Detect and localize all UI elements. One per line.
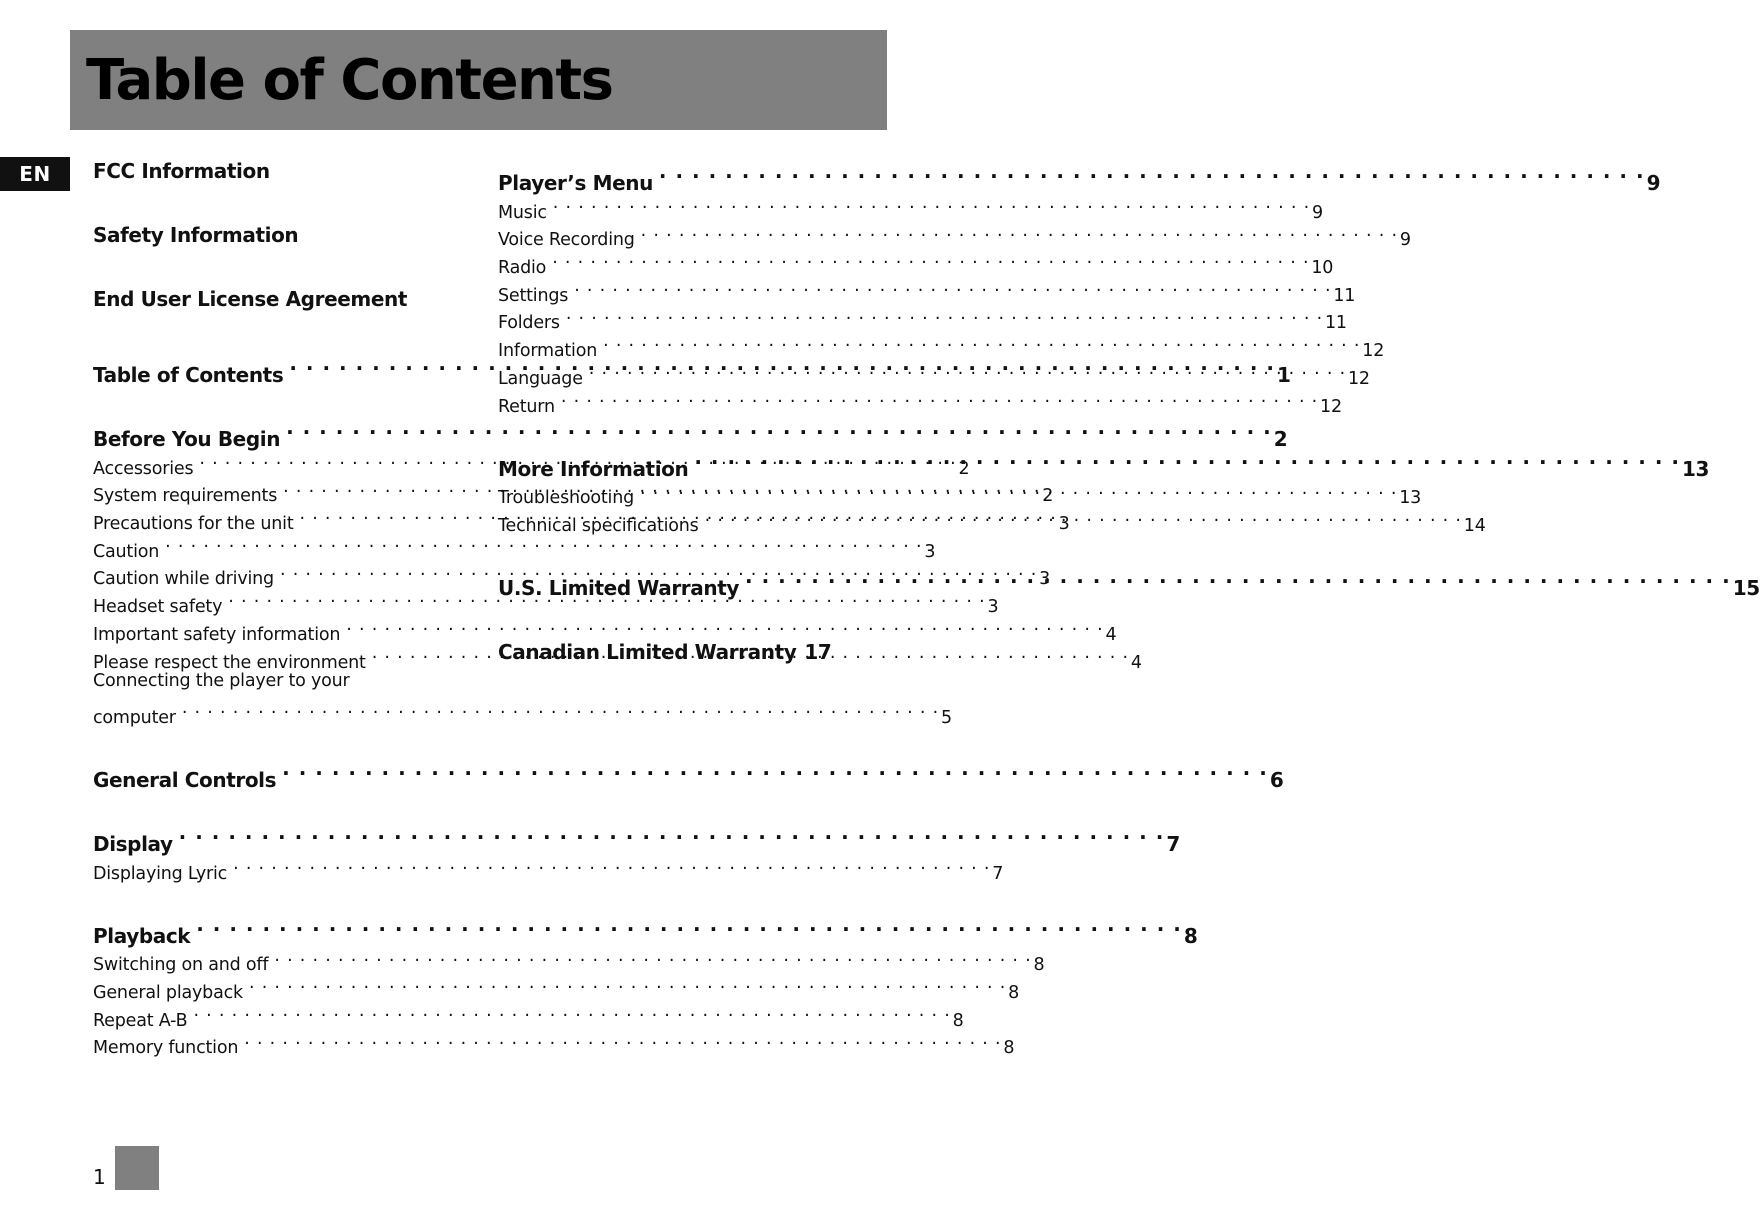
dot-leader <box>179 814 1165 851</box>
dot-leader <box>282 750 1268 787</box>
page-number: 1 <box>93 1165 106 1189</box>
toc-heading-label: Before You Begin <box>93 427 281 451</box>
toc-heading-page: 1 <box>1277 363 1291 387</box>
toc-entry-page: 8 <box>1003 1038 1015 1059</box>
dot-leader <box>182 695 939 723</box>
toc-heading-label: Table of Contents <box>93 363 284 387</box>
dot-leader <box>274 943 1031 971</box>
dot-leader <box>561 384 1318 412</box>
dot-leader <box>193 998 950 1026</box>
toc-heading[interactable] <box>498 439 1710 481</box>
toc-entry-page: 11 <box>1333 285 1356 306</box>
toc-entry-label: Displaying Lyric <box>93 863 228 884</box>
dot-leader <box>641 218 1398 246</box>
toc-entry-label: Headset safety <box>93 597 223 618</box>
toc-entry-page: 9 <box>1399 230 1411 251</box>
toc-entry-page: 3 <box>1058 514 1070 535</box>
toc-heading-page: 6 <box>1269 767 1284 792</box>
toc-heading-label: Canadian Limited Warranty <box>498 639 797 664</box>
toc-entry-continued[interactable] <box>93 695 952 728</box>
toc-entry-label: Repeat A-B <box>93 1010 188 1031</box>
toc-section <box>498 439 1710 536</box>
page-title: Table of Contents <box>86 48 613 113</box>
toc-entry-label: Radio <box>498 258 547 279</box>
toc-entry-page: 14 <box>1463 515 1486 536</box>
toc-entry-page: 12 <box>1347 368 1370 389</box>
toc-heading-page: 7 <box>1166 831 1180 856</box>
toc-entry-continued-page: 5 <box>940 707 952 728</box>
toc-heading-page: 9 <box>1646 171 1661 195</box>
page-number-block <box>115 1146 159 1190</box>
dot-leader <box>233 851 990 879</box>
toc-entry-label: Caution while driving <box>93 569 274 590</box>
toc-entry-page: 11 <box>1324 313 1347 334</box>
toc-entry-label: System requirements <box>93 486 278 507</box>
toc-entry-page: 2 <box>958 458 970 479</box>
toc-heading-page: 17 <box>804 639 832 664</box>
toc-entry[interactable] <box>498 218 1411 251</box>
toc-heading-label: Display <box>93 831 173 856</box>
toc-entry[interactable] <box>93 668 423 696</box>
dot-leader <box>552 245 1309 273</box>
toc-heading-page: 8 <box>1183 923 1198 948</box>
toc-entry-label: Return <box>498 396 555 417</box>
toc-section <box>93 750 1284 792</box>
toc-entry-label: Caution <box>93 541 160 562</box>
toc-heading-label: U.S. Limited Warranty <box>498 575 740 600</box>
toc-entry-page: 3 <box>924 541 936 562</box>
toc-heading-label: Playback <box>93 923 191 948</box>
toc-section <box>498 558 1760 600</box>
dot-leader <box>574 273 1331 301</box>
toc-entry-page: 2 <box>1042 486 1054 507</box>
toc-heading[interactable] <box>498 622 832 664</box>
dot-leader <box>705 503 1462 531</box>
toc-section <box>93 217 423 254</box>
toc-entry-label: Accessories <box>93 458 194 479</box>
dot-leader <box>196 906 1182 943</box>
toc-entry-label: Switching on and off <box>93 955 269 976</box>
toc-entry-page: 12 <box>1362 341 1385 362</box>
toc-entry-label: Music <box>498 202 547 223</box>
toc-entry-page: 10 <box>1311 258 1334 279</box>
toc-heading[interactable] <box>93 153 423 190</box>
toc-section <box>498 622 832 664</box>
toc-heading-label: FCC Information <box>93 159 270 183</box>
toc-entry-label: Important safety information <box>93 624 341 645</box>
toc-section <box>93 281 423 318</box>
toc-entry-label: Settings <box>498 285 569 306</box>
toc-entry-page: 3 <box>987 597 999 618</box>
toc-heading-label: Player’s Menu <box>498 171 653 195</box>
toc-section <box>93 814 1180 884</box>
toc-heading-page: 13 <box>1682 456 1710 481</box>
toc-entry-label: Voice Recording <box>498 230 635 251</box>
toc-entry-page: 4 <box>1130 652 1142 673</box>
toc-entry-label: Please respect the environment <box>93 652 366 673</box>
toc-entry-continued-label: computer <box>93 707 176 728</box>
toc-heading[interactable] <box>93 409 1288 451</box>
toc-section <box>93 153 423 190</box>
toc-entry-page: 8 <box>1033 955 1045 976</box>
toc-entry-page: 12 <box>1320 396 1342 417</box>
toc-heading[interactable] <box>93 814 1180 856</box>
toc-entry-label: General playback <box>93 982 243 1003</box>
toc-heading-label: Safety Information <box>93 223 299 247</box>
toc-section <box>93 906 1198 1059</box>
toc-entry-page: 4 <box>1105 624 1117 645</box>
dot-leader <box>659 153 1645 190</box>
dot-leader <box>603 328 1360 356</box>
toc-heading[interactable] <box>93 906 1198 948</box>
dot-leader <box>249 970 1006 998</box>
dot-leader <box>566 301 1323 329</box>
toc-entry-page: 8 <box>1008 982 1020 1003</box>
toc-section <box>498 153 1661 417</box>
dot-leader <box>244 1026 1001 1054</box>
toc-entry-label: Language <box>498 368 583 389</box>
dot-leader <box>694 439 1680 476</box>
toc-entry-label: Memory function <box>93 1038 239 1059</box>
toc-heading-page: 2 <box>1273 427 1288 451</box>
toc-heading-page: 15 <box>1732 575 1760 600</box>
toc-entry-page: 3 <box>1039 569 1051 590</box>
toc-entry-label: Connecting the player to your <box>93 670 350 691</box>
toc-entry-page: 8 <box>952 1010 964 1031</box>
toc-heading[interactable] <box>93 750 1284 792</box>
toc-entry-page: 7 <box>992 863 1004 884</box>
language-tab: EN <box>0 157 70 191</box>
dot-leader <box>553 190 1310 218</box>
dot-leader <box>640 476 1397 504</box>
toc-entry-label: Folders <box>498 313 560 334</box>
toc-entry-label: Information <box>498 341 598 362</box>
toc-heading-label: General Controls <box>93 767 277 792</box>
dot-leader <box>589 356 1346 384</box>
toc-entry-label: Precautions for the unit <box>93 514 294 535</box>
toc-entry-label: Troubleshooting <box>498 488 635 509</box>
toc-heading[interactable] <box>498 153 1661 195</box>
toc-heading[interactable] <box>93 217 423 254</box>
toc-entry-page: 13 <box>1399 488 1422 509</box>
toc-entry[interactable] <box>498 273 1356 306</box>
toc-entry-page: 9 <box>1311 202 1323 223</box>
dot-leader <box>745 558 1731 595</box>
toc-column-right <box>498 153 1760 686</box>
toc-heading[interactable] <box>93 281 423 318</box>
toc-heading-label: More Information <box>498 456 689 481</box>
toc-heading[interactable] <box>498 558 1760 600</box>
toc-heading-label: End User License Agreement <box>93 287 407 311</box>
toc-entry-label: Technical specifications <box>498 515 699 536</box>
